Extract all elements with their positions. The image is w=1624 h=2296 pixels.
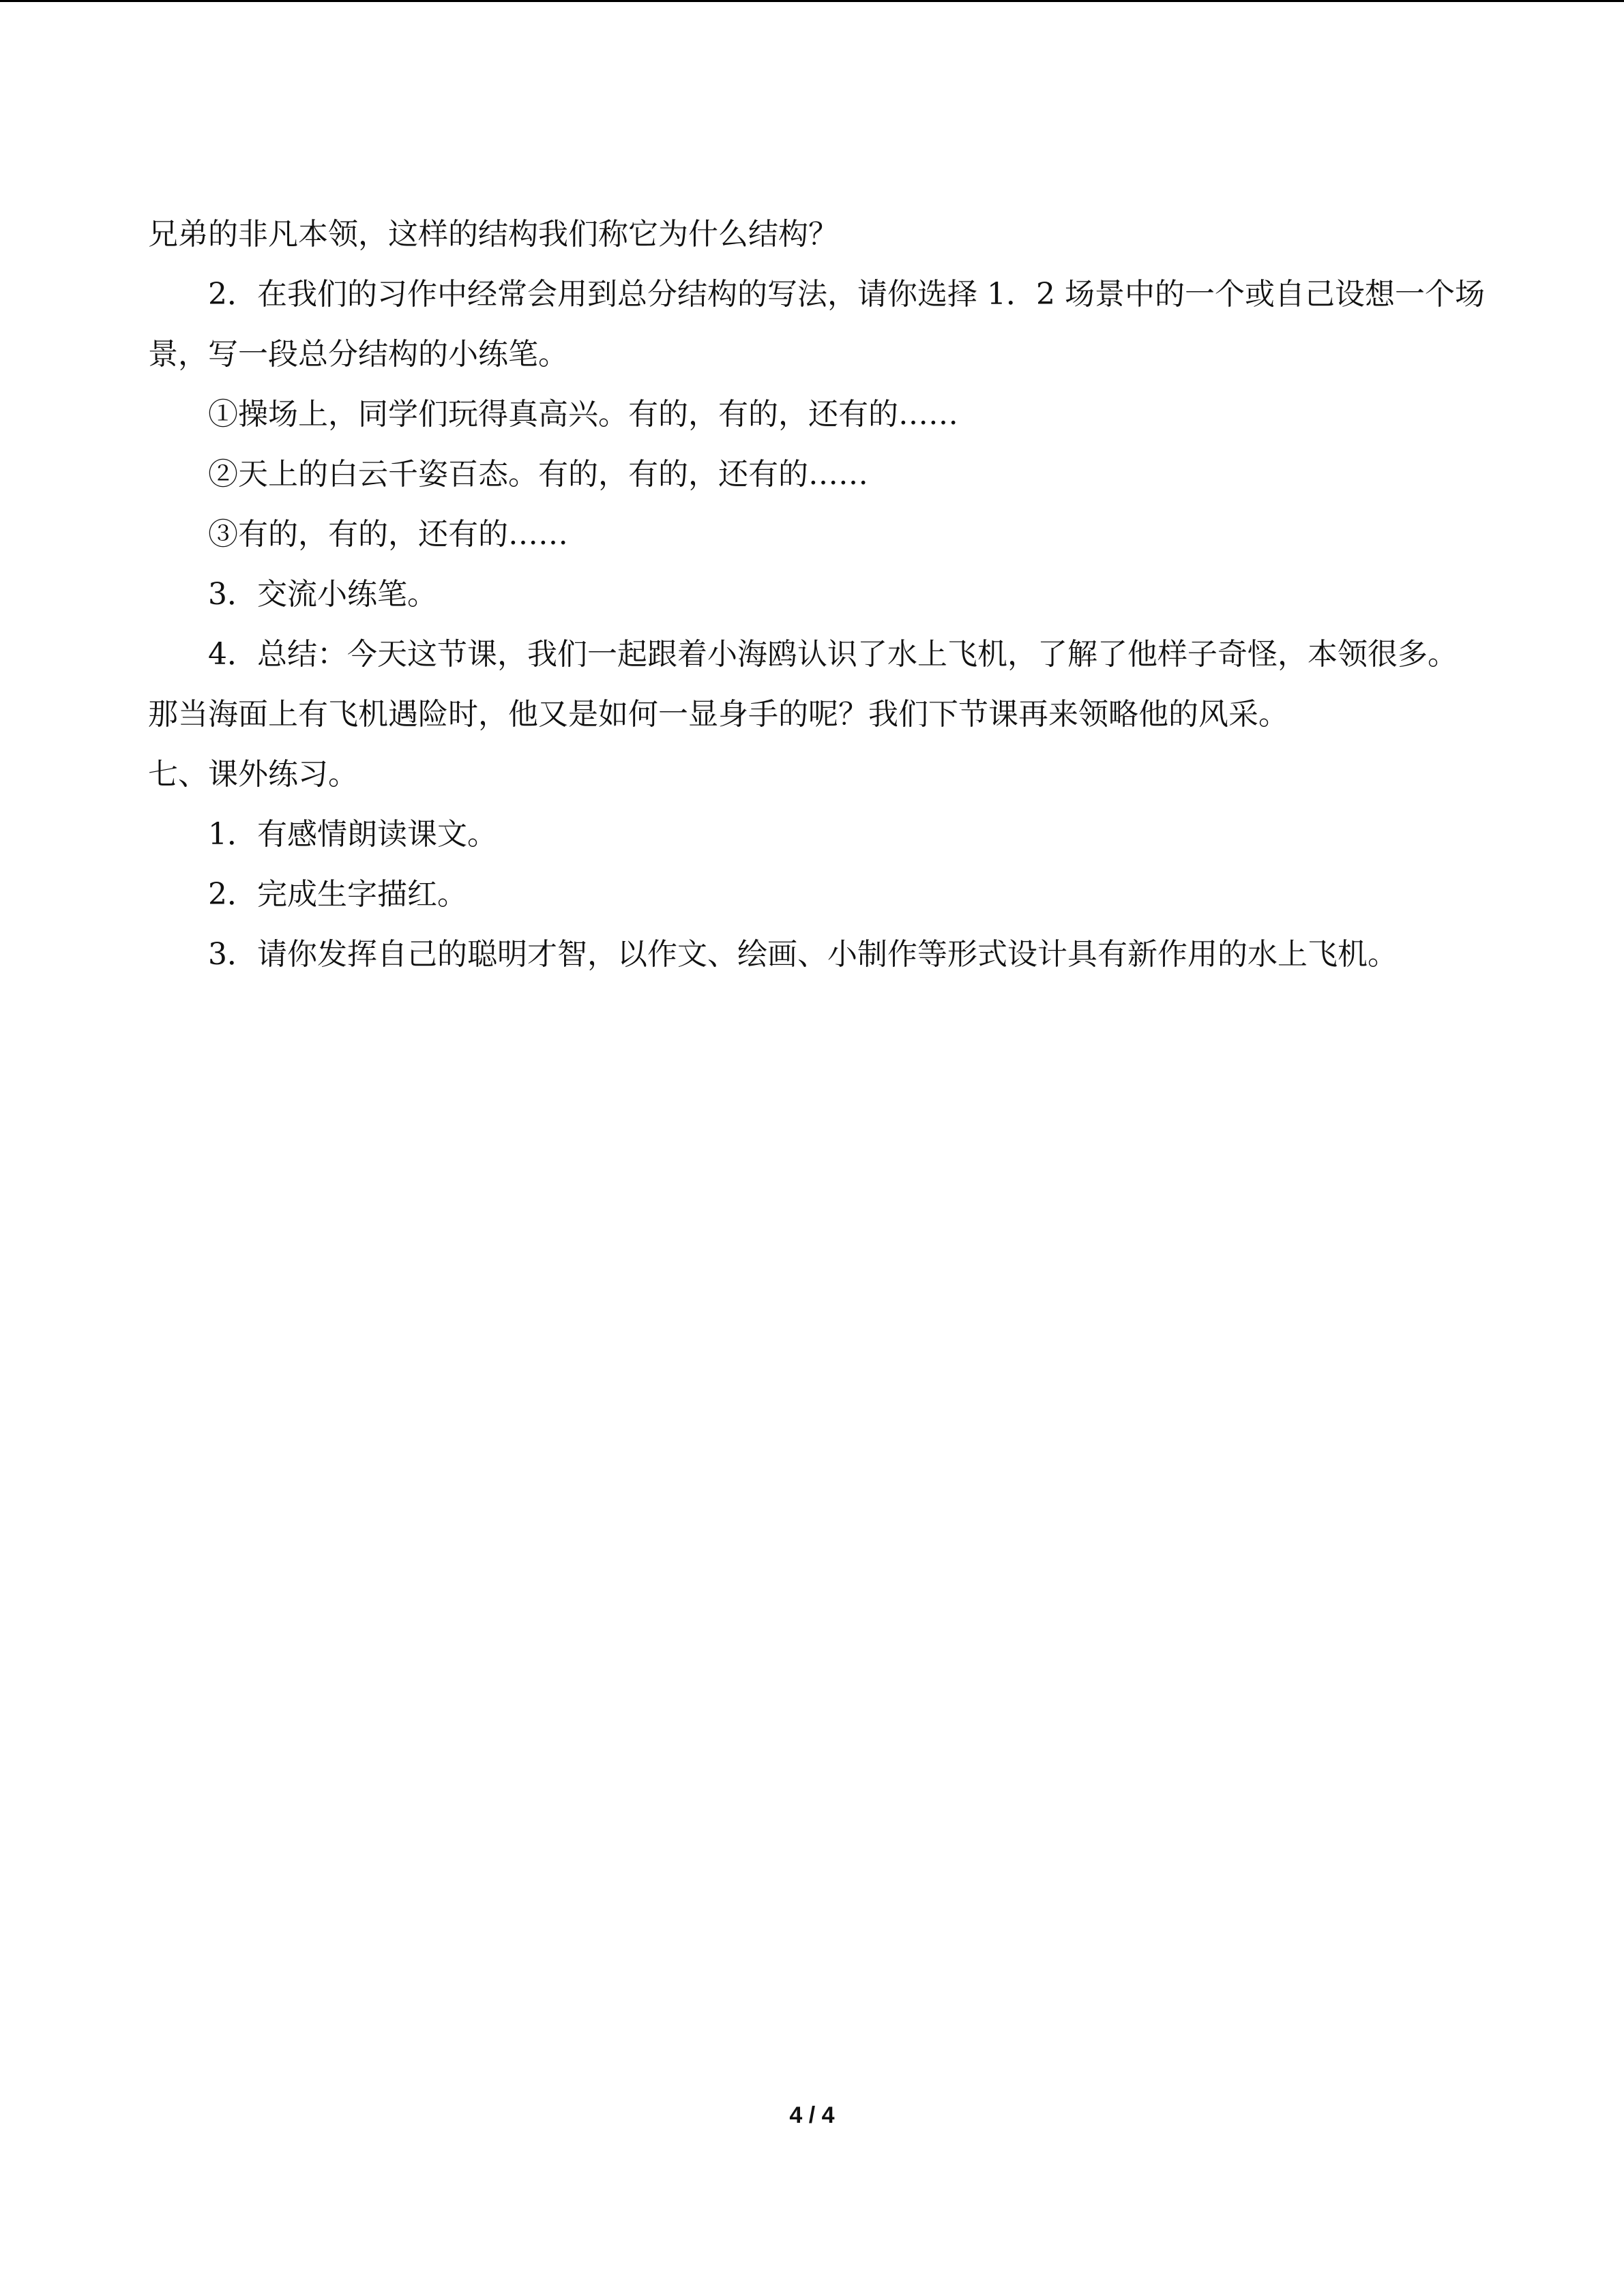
top-border-line: [0, 0, 1624, 2]
paragraph-2: 2．在我们的习作中经常会用到总分结构的写法，请你选择 1．2 场景中的一个或自己设想一个场景，写一段总分结构的小练笔。: [148, 277, 1485, 372]
page-number: 4 / 4: [789, 2102, 835, 2128]
paragraph-7: 4．总结：今天这节课，我们一起跟着小海鸥认识了水上飞机，了解了他样子奇怪，本领很多。那当海面上有飞机遇险时，他又是如何一显身手的呢？我们下节课再来领略他的风采。: [148, 637, 1458, 732]
paragraph-9: 1．有感情朗读课文。: [208, 817, 497, 852]
section-heading-homework: 七、课外练习。: [148, 757, 358, 792]
paragraph-1: 兄弟的非凡本领，这样的结构我们称它为什么结构？: [148, 217, 838, 252]
paragraph-5: ③有的，有的，还有的……: [208, 517, 568, 552]
document-body: [148, 205, 1485, 985]
paragraph-11: 3．请你发挥自己的聪明才智，以作文、绘画、小制作等形式设计具有新作用的水上飞机。: [208, 937, 1398, 972]
paragraph-3: ①操场上，同学们玩得真高兴。有的，有的，还有的……: [208, 397, 958, 432]
paragraph-6: 3．交流小练笔。: [208, 577, 437, 612]
paragraph-10: 2．完成生字描红。: [208, 877, 467, 912]
paragraph-4: ②天上的白云千姿百态。有的，有的，还有的……: [208, 457, 868, 492]
